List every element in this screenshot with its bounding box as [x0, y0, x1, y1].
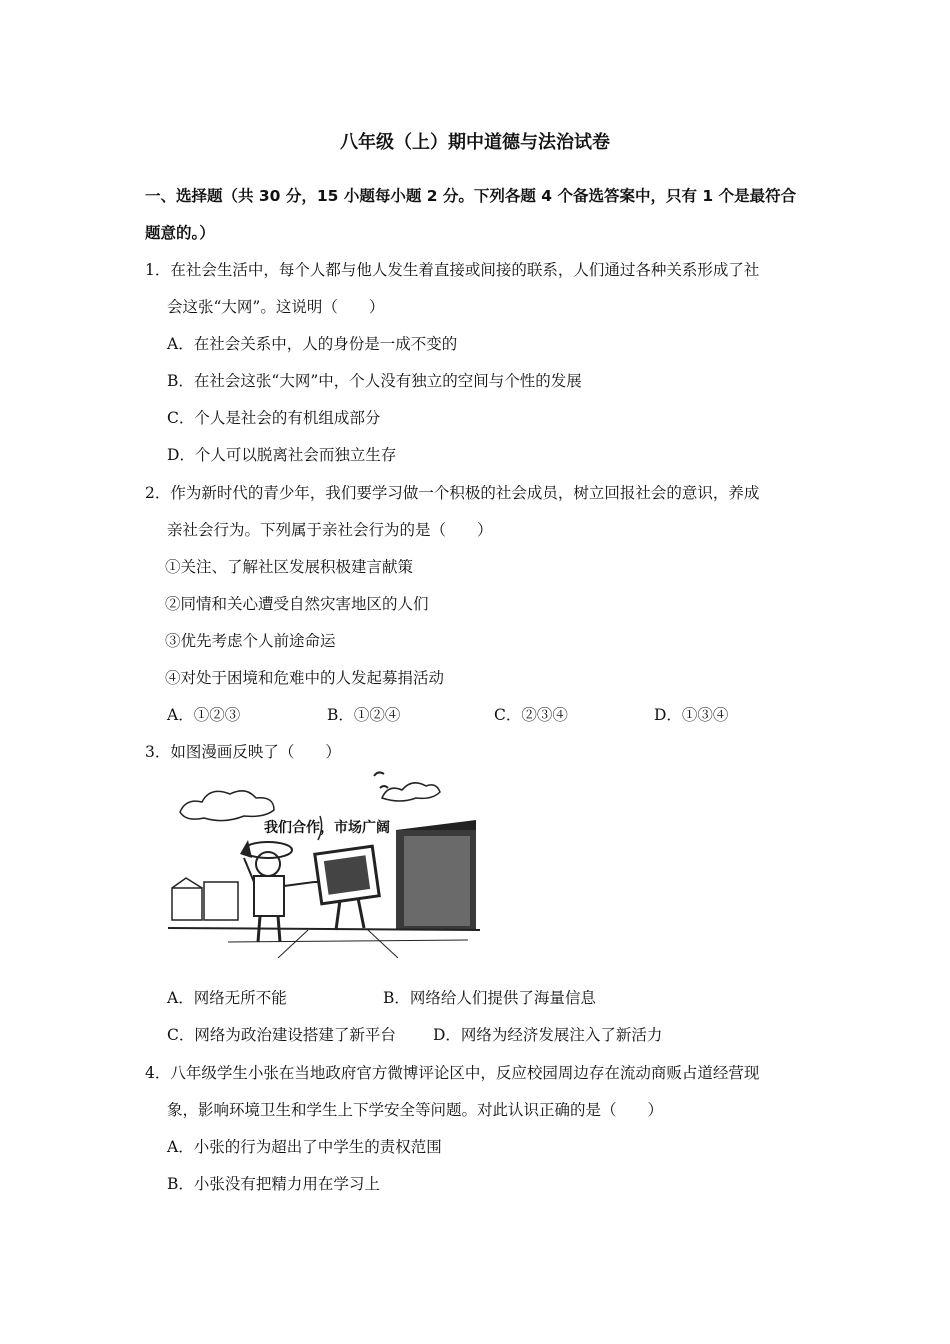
section-heading-cont: 题意的。） [145, 224, 215, 242]
question-4-stem-cont: 象，影响环境卫生和学生上下学安全等问题。对此认识正确的是（ ） [167, 1101, 664, 1119]
question-3-option-d: D．网络为经济发展注入了新活力 [433, 1026, 663, 1044]
question-4-option-b: B．小张没有把精力用在学习上 [167, 1175, 380, 1193]
question-2-statement-3: ③优先考虑个人前途命运 [165, 632, 336, 650]
question-2-statement-4: ④对处于困境和危难中的人发起募捐活动 [165, 669, 445, 687]
question-2-statement-1: ①关注、了解社区发展积极建言献策 [165, 558, 414, 576]
cartoon-caption: 我们合作，市场广阔 [264, 820, 390, 836]
question-3-option-a: A．网络无所不能 [167, 989, 287, 1007]
question-1-option-a: A．在社会关系中，人的身份是一成不变的 [167, 335, 458, 353]
question-3-stem: 3．如图漫画反映了（ ） [145, 743, 341, 761]
question-1-option-d: D．个人可以脱离社会而独立生存 [167, 446, 397, 464]
section-heading: 一、选择题（共 30 分，15 小题每小题 2 分。下列各题 4 个备选答案中，只有 1 个是最符合 [145, 187, 797, 205]
question-1-option-b: B．在社会这张“大网”中，个人没有独立的空间与个性的发展 [167, 372, 582, 390]
question-1-stem-cont: 会这张“大网”。这说明（ ） [167, 298, 385, 316]
question-2-stem-cont: 亲社会行为。下列属于亲社会行为的是（ ） [167, 521, 493, 539]
cartoon-image [168, 770, 480, 958]
question-2-statement-2: ②同情和关心遭受自然灾害地区的人们 [165, 595, 429, 613]
question-1-option-c: C．个人是社会的有机组成部分 [167, 409, 381, 427]
page-title: 八年级（上）期中道德与法治试卷 [340, 132, 610, 153]
question-1-stem: 1．在社会生活中，每个人都与他人发生着直接或间接的联系，人们通过各种关系形成了社 [145, 261, 760, 279]
question-4-stem: 4．八年级学生小张在当地政府官方微博评论区中，反应校园周边存在流动商贩占道经营现 [145, 1064, 760, 1082]
question-2-option-a: A．①②③ [167, 706, 241, 724]
question-2-option-c: C．②③④ [494, 706, 568, 724]
question-2-option-d: D．①③④ [654, 706, 729, 724]
question-3-option-b: B．网络给人们提供了海量信息 [383, 989, 596, 1007]
question-4-option-a: A．小张的行为超出了中学生的责权范围 [167, 1138, 442, 1156]
question-2-option-b: B．①②④ [327, 706, 401, 724]
question-3-option-c: C．网络为政治建设搭建了新平台 [167, 1026, 396, 1044]
question-2-options [167, 704, 807, 726]
question-2-stem: 2．作为新时代的青少年，我们要学习做一个积极的社会成员，树立回报社会的意识，养成 [145, 484, 760, 502]
